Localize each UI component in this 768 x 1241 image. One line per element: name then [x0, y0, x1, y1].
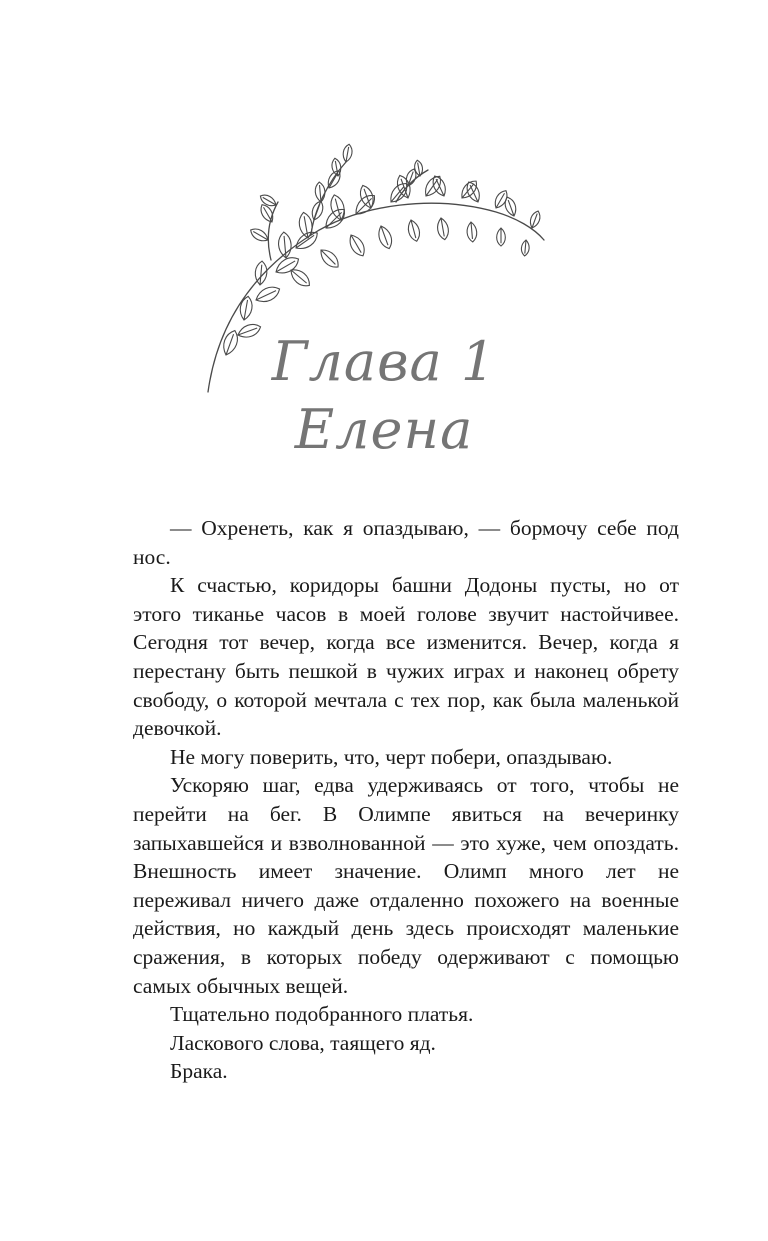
laurel-leaf-icon: [248, 226, 270, 244]
laurel-leaf-icon: [328, 193, 347, 221]
laurel-leaf-icon: [342, 144, 354, 163]
laurel-leaf-icon: [436, 217, 450, 240]
paragraph: Ускоряю шаг, едва удерживаясь от того, чтобы не перейти на бег. В Олимпе явиться на вечеринку запыхавшейся и взволнованной — это хуже, чем опоздать. Внешность имеет значение. Олимп много лет не переживал ничего даже отдаленно похожего на военные действия, но каждый день здесь происходят маленькие сражения, в которых победу одерживают с помощью самых обычных вещей.: [133, 773, 679, 998]
branch-twig: [268, 202, 278, 260]
paragraph: К счастью, коридоры башни Додоны пусты, но от этого тиканье часов в моей голове звучит настойчивее. Сегодня тот вечер, когда все изменится. Вечер, когда я перестану быть пешкой в чужих играх и наконец обрету свободу, о которой мечтала с тех пор, как была маленькой девочкой.: [133, 573, 679, 741]
laurel-leaf-icon: [309, 200, 325, 222]
laurel-leaf-icon: [497, 228, 506, 246]
paragraph: — Охренеть, как я опаздываю, — бормочу себе под нос.: [133, 516, 679, 569]
chapter-character-name: Елена: [294, 398, 474, 461]
laurel-leaf-icon: [376, 224, 395, 250]
laurel-leaf-icon: [253, 283, 282, 305]
laurel-leaf-icon: [238, 295, 254, 321]
laurel-leaf-icon: [521, 240, 530, 257]
laurel-leaf-icon: [314, 182, 325, 203]
laurel-leaf-icon: [287, 266, 313, 290]
paragraph: Брака.: [170, 1059, 228, 1084]
branch-twig: [311, 162, 346, 235]
paragraph: Тщательно подобранного платья.: [170, 1002, 474, 1027]
paragraph: Не могу поверить, что, черт побери, опаздываю.: [170, 744, 613, 769]
laurel-leaf-icon: [528, 210, 542, 230]
laurel-leaf-icon: [466, 222, 477, 243]
laurel-leaf-icon: [346, 232, 368, 259]
laurel-leaf-icon: [317, 246, 342, 271]
chapter-number-title: Глава 1: [271, 330, 497, 393]
paragraph: Ласкового слова, таящего яд.: [170, 1030, 436, 1055]
laurel-leaf-icon: [406, 219, 422, 243]
body-text: [133, 514, 679, 1086]
laurel-leaf-icon: [458, 178, 480, 202]
laurel-leaf-icon: [357, 183, 376, 209]
laurel-leaf-icon: [492, 188, 510, 210]
